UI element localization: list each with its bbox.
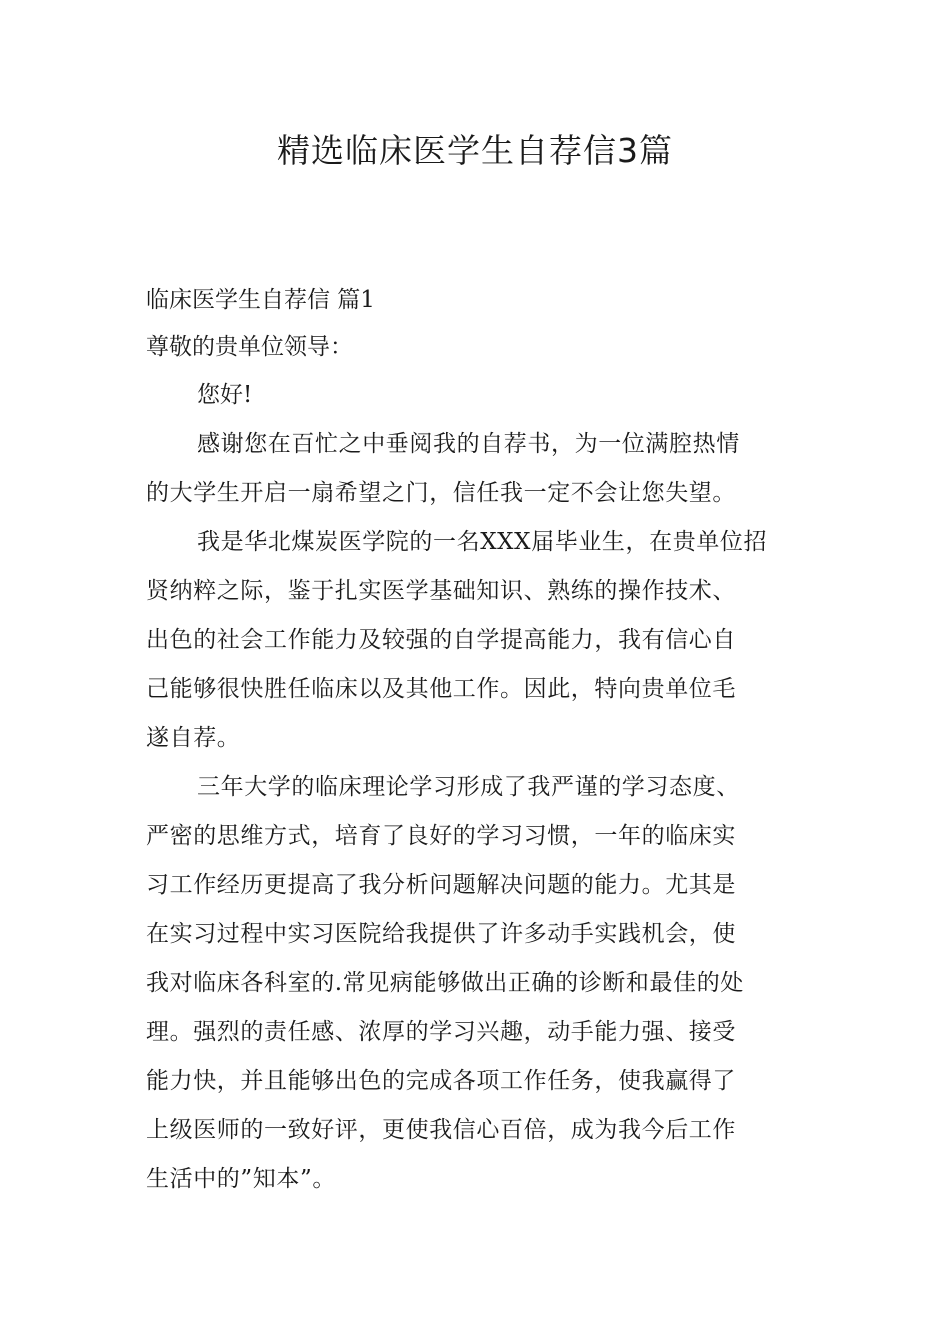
paragraph-line: 遂自荐。 xyxy=(146,725,241,751)
greeting: 您好! xyxy=(197,382,253,408)
paragraph-line: 上级医师的一致好评，更使我信心百倍，成为我今后工作 xyxy=(146,1117,736,1143)
paragraph-line: 在实习过程中实习医院给我提供了许多动手实践机会，使 xyxy=(146,921,736,947)
paragraph-line: 己能够很快胜任临床以及其他工作。因此，特向贵单位毛 xyxy=(146,676,736,702)
section-heading: 临床医学生自荐信 篇1 xyxy=(146,287,375,313)
paragraph xyxy=(146,518,806,763)
paragraph-line: 理。强烈的责任感、浓厚的学习兴趣，动手能力强、接受 xyxy=(146,1019,736,1045)
paragraph-line: 的大学生开启一扇希望之门，信任我一定不会让您失望。 xyxy=(146,480,736,506)
paragraph-line: 贤纳粹之际，鉴于扎实医学基础知识、熟练的操作技术、 xyxy=(146,578,736,604)
paragraph-line: 三年大学的临床理论学习形成了我严谨的学习态度、 xyxy=(197,774,740,800)
document-title: 精选临床医学生自荐信3篇 xyxy=(277,131,673,170)
paragraph-line: 出色的社会工作能力及较强的自学提高能力，我有信心自 xyxy=(146,627,736,653)
paragraph xyxy=(146,763,806,1204)
paragraph xyxy=(146,420,806,518)
paragraph-line: 我对临床各科室的.常见病能够做出正确的诊断和最佳的处 xyxy=(146,970,744,996)
paragraph-line: 我是华北煤炭医学院的一名XXX届毕业生，在贵单位招 xyxy=(197,529,768,555)
document-body xyxy=(146,278,806,1204)
paragraph-line: 感谢您在百忙之中垂阅我的自荐书，为一位满腔热情 xyxy=(197,431,740,457)
salutation: 尊敬的贵单位领导： xyxy=(146,334,353,360)
paragraph-line: 严密的思维方式，培育了良好的学习习惯，一年的临床实 xyxy=(146,823,736,849)
paragraph-line: 习工作经历更提高了我分析问题解决问题的能力。尤其是 xyxy=(146,872,736,898)
paragraph-line: 生活中的”知本”。 xyxy=(146,1166,336,1192)
paragraph-line: 能力快，并且能够出色的完成各项工作任务，使我赢得了 xyxy=(146,1068,736,1094)
